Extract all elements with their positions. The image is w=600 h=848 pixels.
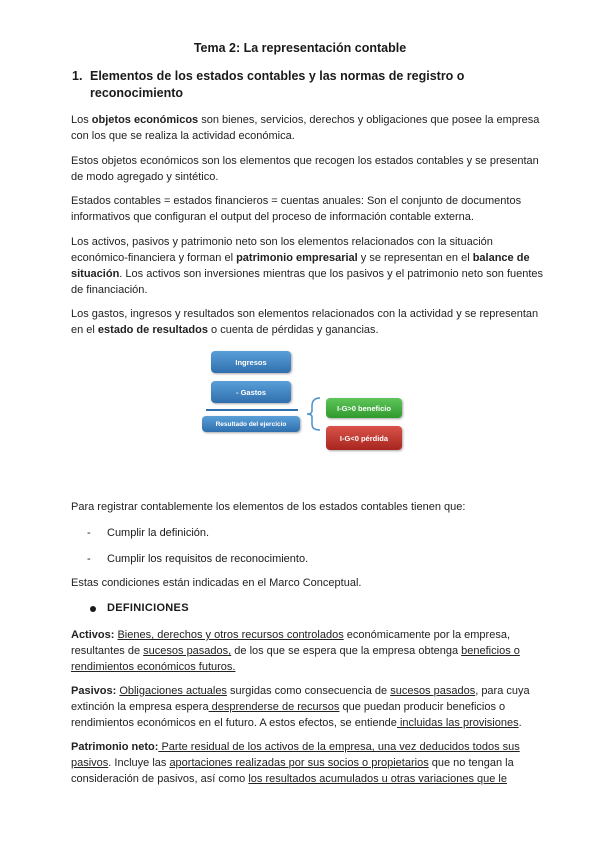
bullet-icon <box>90 606 96 612</box>
beneficio-box: I-G>0 beneficio <box>326 398 402 418</box>
ingresos-box: Ingresos <box>211 351 291 373</box>
paragraph-registrar: Para registrar contablemente los elementos de los estados contables tienen que: <box>71 501 466 513</box>
brace-icon <box>304 396 324 432</box>
gastos-box: - Gastos <box>211 381 291 403</box>
paragraph-marco: Estas condiciones están indicadas en el Marco Conceptual. <box>71 577 362 589</box>
definiciones-heading: DEFINICIONES <box>107 602 189 614</box>
definition-patrimonio: Patrimonio neto: Parte residual de los activos de la empresa, una vez deducidos todos sus pasivos. Incluye las aportaciones realizadas por sus socios o propietarios que no tengan la consideración de pasivos, así como los resultados acumulados u otras variaciones que le <box>71 741 520 785</box>
section-heading <box>72 68 520 102</box>
section-number: 1. <box>72 69 83 83</box>
definition-activos: Activos: Bienes, derechos y otros recursos controlados económicamente por la empresa, resultantes de sucesos pasados, de los que se espera que la empresa obtenga beneficios o rendimientos económicos futuros. <box>71 629 520 673</box>
page-title: Tema 2: La representación contable <box>193 41 407 55</box>
paragraph-estados-contables: Estados contables = estados financieros = cuentas anuales: Son el conjunto de documentos informativos que configuran el output del proceso de información contable externa. <box>71 195 522 223</box>
list-item: - Cumplir los requisitos de reconocimiento. <box>87 553 309 565</box>
sum-line <box>206 409 298 411</box>
definition-pasivos: Pasivos: Obligaciones actuales surgidas como consecuencia de sucesos pasados, para cuya extinción la empresa espera desprenderse de recursos que puedan producir beneficios o rendimientos económicos en el futuro. A estos efectos, se entiende incluidas las provisiones. <box>71 685 530 729</box>
paragraph-resultados: Los gastos, ingresos y resultados son elementos relacionados con la actividad y se representan en el estado de resultados o cuenta de pérdidas y ganancias. <box>71 308 539 336</box>
paragraph-balance: Los activos, pasivos y patrimonio neto son los elementos relacionados con la situación económico-financiera y forman el patrimonio empresarial y se representan en el balance de situación. Los activos son inversiones mientras que los pasivos y el patrimonio neto son fuentes de financiación. <box>71 236 544 296</box>
result-diagram <box>200 346 410 443</box>
dash-marker: - <box>87 527 91 539</box>
list-item: - Cumplir la definición. <box>87 527 210 539</box>
paragraph-elementos: Estos objetos económicos son los elementos que recogen los estados contables y se presentan de modo agregado y sintético. <box>71 155 539 183</box>
dash-marker: - <box>87 553 91 565</box>
section-text: Elementos de los estados contables y las normas de registro o reconocimiento <box>90 69 465 100</box>
perdida-box: I-G<0 pérdida <box>326 426 402 450</box>
resultado-box: Resultado del ejercicio <box>202 416 300 432</box>
paragraph-objetos: Los objetos económicos son bienes, servicios, derechos y obligaciones que posee la empresa con los que se realiza la actividad económica. <box>71 114 540 142</box>
